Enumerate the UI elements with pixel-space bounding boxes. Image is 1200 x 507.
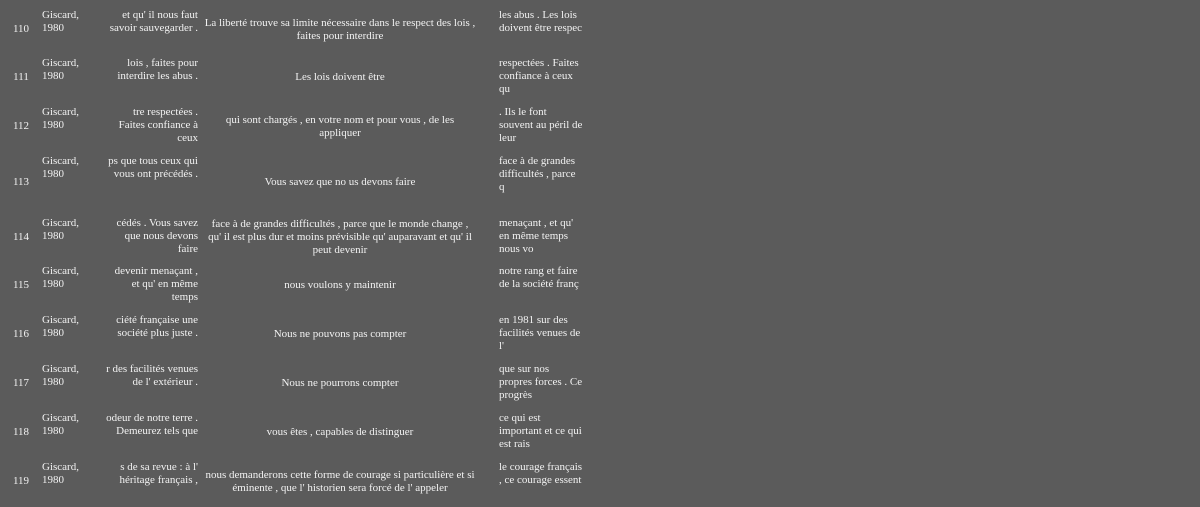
row-right-context: le courage français , ce courage essent	[499, 461, 583, 486]
row-right-context: en 1981 sur des facilités venues de l'	[499, 314, 581, 352]
row-right-context: menaçant , et qu' en même temps nous vo	[499, 217, 574, 255]
row-keyword-context	[204, 314, 476, 355]
row-source: Giscard, 1980	[42, 461, 79, 486]
row-left-context: s de sa revue : à l' héritage français ,	[119, 461, 198, 486]
row-right-context: que sur nos propres forces . Ce progrès	[499, 363, 583, 401]
row-left-context: et qu' il nous faut savoir sauvegarder .	[109, 9, 198, 34]
row-right-context: . Ils le font souvent au péril de leur	[499, 106, 583, 144]
row-keyword-context	[204, 106, 476, 147]
row-left-context: ps que tous ceux qui vous ont précédés .	[108, 155, 198, 180]
row-number: 114	[12, 231, 30, 243]
row-number: 113	[12, 176, 30, 188]
row-source: Giscard, 1980	[42, 314, 79, 339]
row-keyword-text: La liberté trouve sa limite nécessaire dans le respect des lois , faites pour interdire	[204, 16, 476, 42]
row-right-context: face à de grandes difficultés , parce q	[499, 155, 576, 193]
row-left-context: ciété française une société plus juste .	[116, 314, 198, 339]
row-source: Giscard, 1980	[42, 9, 79, 34]
row-keyword-text: qui sont chargés , en votre nom et pour vous , de les appliquer	[225, 113, 455, 139]
row-left-context: odeur de notre terre . Demeurez tels que	[106, 412, 198, 437]
row-right-context: les abus . Les lois doivent être respec	[499, 9, 583, 34]
row-right-context: ce qui est important et ce qui est rais	[499, 412, 582, 450]
row-keyword-context	[204, 217, 476, 258]
row-number: 118	[12, 426, 30, 438]
row-left-context: lois , faites pour interdire les abus .	[117, 57, 198, 82]
row-keyword-text: nous voulons y maintenir	[284, 279, 396, 291]
row-source: Giscard, 1980	[42, 363, 79, 388]
row-keyword-text: nous demanderons cette forme de courage si particulière et si éminente , que l' historien sera forcé de l' appeler	[205, 468, 475, 494]
table-row[interactable]	[0, 461, 600, 502]
row-left-context: cédés . Vous savez que nous devons faire	[116, 217, 198, 255]
table-row[interactable]	[0, 217, 600, 258]
row-source: Giscard, 1980	[42, 412, 79, 437]
table-row[interactable]	[0, 106, 600, 147]
row-keyword-context	[204, 412, 476, 453]
table-row[interactable]	[0, 265, 600, 306]
table-row[interactable]	[0, 155, 600, 210]
table-row[interactable]	[0, 9, 600, 50]
row-source: Giscard, 1980	[42, 217, 79, 242]
row-source: Giscard, 1980	[42, 57, 79, 82]
row-left-context: r des facilités venues de l' extérieur .	[106, 363, 198, 388]
table-row[interactable]	[0, 363, 600, 404]
row-keyword-text: vous êtes , capables de distinguer	[266, 426, 414, 438]
row-keyword-text: Vous savez que no us devons faire	[264, 176, 416, 188]
row-number: 115	[12, 279, 30, 291]
row-keyword-context	[204, 57, 476, 98]
row-keyword-context	[204, 155, 476, 210]
row-number: 119	[12, 475, 30, 487]
row-left-context: devenir menaçant , et qu' en même temps	[114, 265, 198, 303]
row-right-context: respectées . Faites confiance à ceux qu	[499, 57, 579, 95]
row-number: 110	[12, 23, 30, 35]
row-number: 116	[12, 328, 30, 340]
row-number: 111	[13, 71, 29, 83]
row-source: Giscard, 1980	[42, 265, 79, 290]
row-keyword-context	[204, 461, 476, 502]
row-right-context: notre rang et faire de la société franç	[499, 265, 579, 290]
table-row[interactable]	[0, 57, 600, 98]
row-source: Giscard, 1980	[42, 106, 79, 131]
row-keyword-text: Nous ne pouvons pas compter	[273, 328, 407, 340]
row-keyword-text: Les lois doivent être	[295, 71, 385, 83]
table-row[interactable]	[0, 412, 600, 453]
row-keyword-text: Nous ne pourrons compter	[281, 377, 399, 389]
row-number: 112	[12, 120, 30, 132]
row-keyword-context	[204, 265, 476, 306]
row-keyword-context	[204, 9, 476, 50]
row-source: Giscard, 1980	[42, 155, 79, 180]
row-number: 117	[12, 377, 30, 389]
row-keyword-context	[204, 363, 476, 404]
table-row[interactable]	[0, 314, 600, 355]
row-left-context: tre respectées . Faites confiance à ceux	[118, 106, 198, 144]
row-keyword-text: face à de grandes difficultés , parce que le monde change , qu' il est plus dur et moins prévisible qu' auparavant et qu' il peut devenir	[208, 218, 472, 256]
